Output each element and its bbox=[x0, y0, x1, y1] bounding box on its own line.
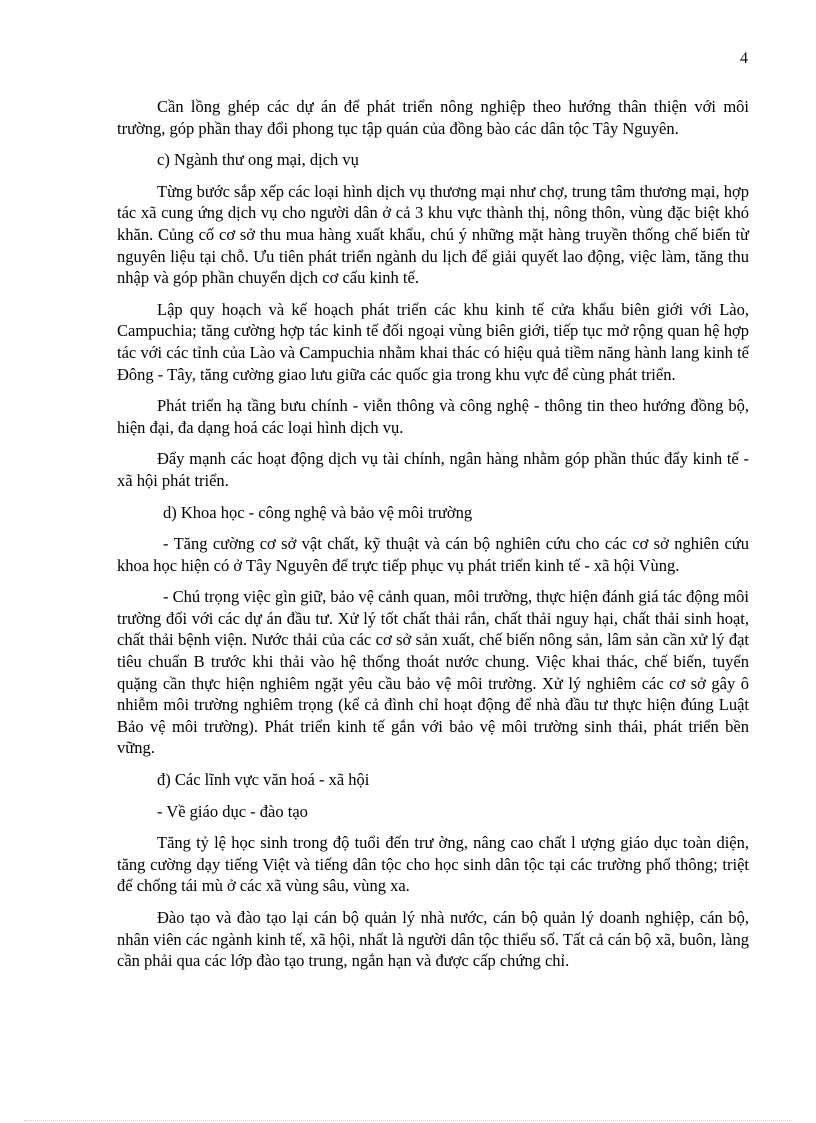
paragraph-training: Đào tạo và đào tạo lại cán bộ quản lý nhà nước, cán bộ quản lý doanh nghiệp, cán bộ, nhân viên các ngành kinh tế, xã hội, nhất là người dân tộc thiểu số. Tất cả cán bộ xã, buôn, làng cần phải qua các lớp đào tạo trung, ngắn hạn và được cấp chứng chỉ. bbox=[117, 908, 749, 971]
paragraph-agriculture: Cần lồng ghép các dự án để phát triển nông nghiệp theo hướng thân thiện với môi trường, góp phần thay đổi phong tục tập quán của đồng bào các dân tộc Tây Nguyên. bbox=[117, 97, 749, 138]
document-body bbox=[117, 96, 749, 982]
page-number: 4 bbox=[740, 50, 748, 67]
paragraph-trade-services: Từng bước sắp xếp các loại hình dịch vụ thương mại như chợ, trung tâm thương mại, hợp tác xã cung ứng dịch vụ cho người dân ở cả 3 khu vực thành thị, nông thôn, vùng đặc biệt khó khăn. Củng cố cơ sở thu mua hàng xuất khẩu, chú ý những mặt hàng truyền thống chế biến từ nguyên liệu tại chỗ. Ưu tiên phát triển ngành du lịch để giải quyết lao động, việc làm, tăng thu nhập và góp phần chuyển dịch cơ cấu kinh tế. bbox=[117, 181, 749, 288]
paragraph-environment: - Chú trọng việc gìn giữ, bảo vệ cảnh quan, môi trường, thực hiện đánh giá tác động môi trường đối với các dự án đầu tư. Xử lý tốt chất thải rắn, chất thải nguy hại, chất thải sinh hoạt, chất thải bệnh viện. Nước thải của các cơ sở sản xuất, chế biến nông sản, lâm sản cần xử lý đạt tiêu chuẩn B trước khi thải vào hệ thống thoát nước chung. Việc khai thác, chế biến, tuyển quặng cần thực hiện nghiêm ngặt yêu cầu bảo vệ môi trường. Xử lý nghiêm các cơ sở gây ô nhiễm môi trường nghiêm trọng (kể cả đình chỉ hoạt động để nhà đầu tư thực hiện đúng Luật Bảo vệ môi trường). Phát triển kinh tế gắn với bảo vệ môi trường sinh thái, phát triển bền vững. bbox=[117, 587, 749, 758]
paragraph-education: Tăng tỷ lệ học sinh trong độ tuổi đến trư ờng, nâng cao chất l ượng giáo dục toàn diện, tăng cường dạy tiếng Việt và tiếng dân tộc cho học sinh dân tộc tại các trường phổ thông; triệt để chống tái mù ở các xã vùng sâu, vùng xa. bbox=[117, 833, 749, 896]
section-heading-science: d) Khoa học - công nghệ và bảo vệ môi trường bbox=[163, 502, 473, 522]
paragraph-finance: Đẩy mạnh các hoạt động dịch vụ tài chính, ngân hàng nhằm góp phần thúc đẩy kinh tế - xã hội phát triển. bbox=[117, 449, 749, 490]
subheading-education: - Về giáo dục - đào tạo bbox=[157, 801, 308, 821]
page-bottom-divider bbox=[24, 1120, 792, 1121]
paragraph-border-economy: Lập quy hoạch và kế hoạch phát triển các khu kinh tế cửa khẩu biên giới với Lào, Campuchia; tăng cường hợp tác kinh tế đối ngoại vùng biên giới, tiếp tục mở rộng quan hệ hợp tác với các tỉnh của Lào và Campuchia nhằm khai thác có hiệu quả tiềm năng hành lang kinh tế Đông - Tây, tăng cường giao lưu giữa các quốc gia trong khu vực để cùng phát triển. bbox=[117, 299, 749, 384]
paragraph-telecom: Phát triển hạ tầng bưu chính - viễn thông và công nghệ - thông tin theo hướng đồng bộ, hiện đại, đa dạng hoá các loại hình dịch vụ. bbox=[117, 396, 749, 437]
paragraph-research: - Tăng cường cơ sở vật chất, kỹ thuật và cán bộ nghiên cứu cho các cơ sở nghiên cứu khoa học hiện có ở Tây Nguyên để trực tiếp phục vụ phát triển kinh tế - xã hội Vùng. bbox=[117, 534, 749, 575]
section-heading-culture: đ) Các lĩnh vực văn hoá - xã hội bbox=[157, 770, 370, 790]
section-heading-trade: c) Ngành thư ong mại, dịch vụ bbox=[157, 150, 359, 170]
